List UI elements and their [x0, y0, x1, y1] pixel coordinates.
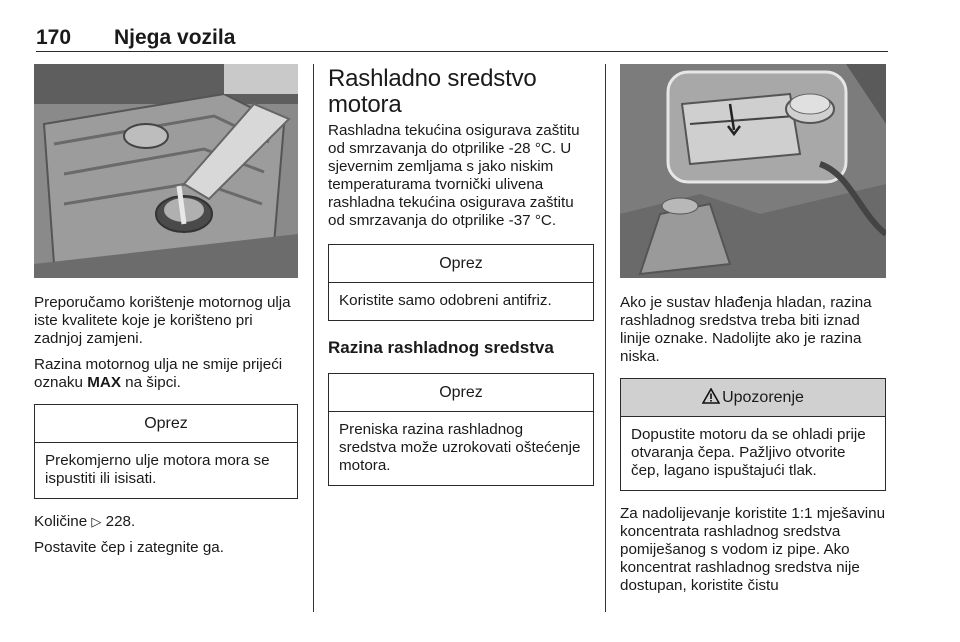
paragraph: Ako je sustav hlađenja hladan, razina rashladnog sredstva treba biti iznad linije oznake. Nadolijte ako je razina niska.: [620, 294, 872, 365]
paragraph: Preporučamo korištenje motornog ulja iste kvalitete koje je korišteno pri zadnjoj zamjeni.: [34, 294, 291, 347]
warning-header: [621, 379, 885, 417]
column-divider: [313, 64, 314, 612]
paragraph: Rashladna tekućina osigurava zaštitu od smrzavanja do otprilike -28 °C. U sjevernim zemljama s jako niskim temperaturama tvornički ulivena rashladna tekućina osigurava zaštitu od smrzavanja do otprilike -37 °C.: [328, 122, 580, 229]
caution-title: Oprez: [329, 374, 593, 412]
warning-text: Dopustite motoru da se ohladi prije otvaranja čepa. Pažljivo otvorite čep, lagano ispuštajući tlak.: [631, 426, 866, 479]
oil-filling-photo: [34, 64, 298, 278]
subsection-title: Razina rashladnog sredstva: [328, 338, 554, 357]
caution-box: [34, 404, 298, 499]
page-number: 170: [36, 26, 72, 49]
column-2: [328, 64, 594, 486]
column-1: [34, 64, 298, 557]
quantities-reference[interactable]: Količine ▷ 228.: [34, 513, 136, 530]
coolant-reservoir-photo: [620, 64, 886, 278]
page-header: [36, 24, 888, 52]
caution-box: [328, 244, 594, 321]
warning-box: [620, 378, 886, 491]
caution-text: Prekomjerno ulje motora mora se ispustiti ili isisati.: [45, 452, 270, 487]
paragraph: Postavite čep i zategnite ga.: [34, 539, 224, 556]
caution-box: [328, 373, 594, 486]
warning-title: Upozorenje: [722, 389, 804, 406]
warning-triangle-icon: [702, 381, 720, 397]
caution-text: Koristite samo odobreni antifriz.: [339, 292, 552, 309]
page-title: Njega vozila: [114, 26, 236, 49]
column-divider: [605, 64, 606, 612]
caution-text: Preniska razina rashladnog sredstva može uzrokovati oštećenje motora.: [339, 421, 581, 474]
arrow-ref-icon: ▷: [91, 514, 102, 529]
caution-title: Oprez: [35, 405, 297, 443]
paragraph: Za nadolijevanje koristite 1:1 mješavinu koncentrata rashladnog sredstva pomiješanog s vodom iz pipe. Ako koncentrat rashladnog sredstva nije dostupan, koristite čistu: [620, 505, 886, 594]
paragraph: Razina motornog ulja ne smije prijeći oznaku MAX na šipci.: [34, 356, 283, 391]
section-title: Rashladno sredstvo motora: [328, 65, 537, 118]
max-mark-label: MAX: [87, 374, 121, 391]
caution-title: Oprez: [329, 245, 593, 283]
column-3: [620, 64, 886, 595]
